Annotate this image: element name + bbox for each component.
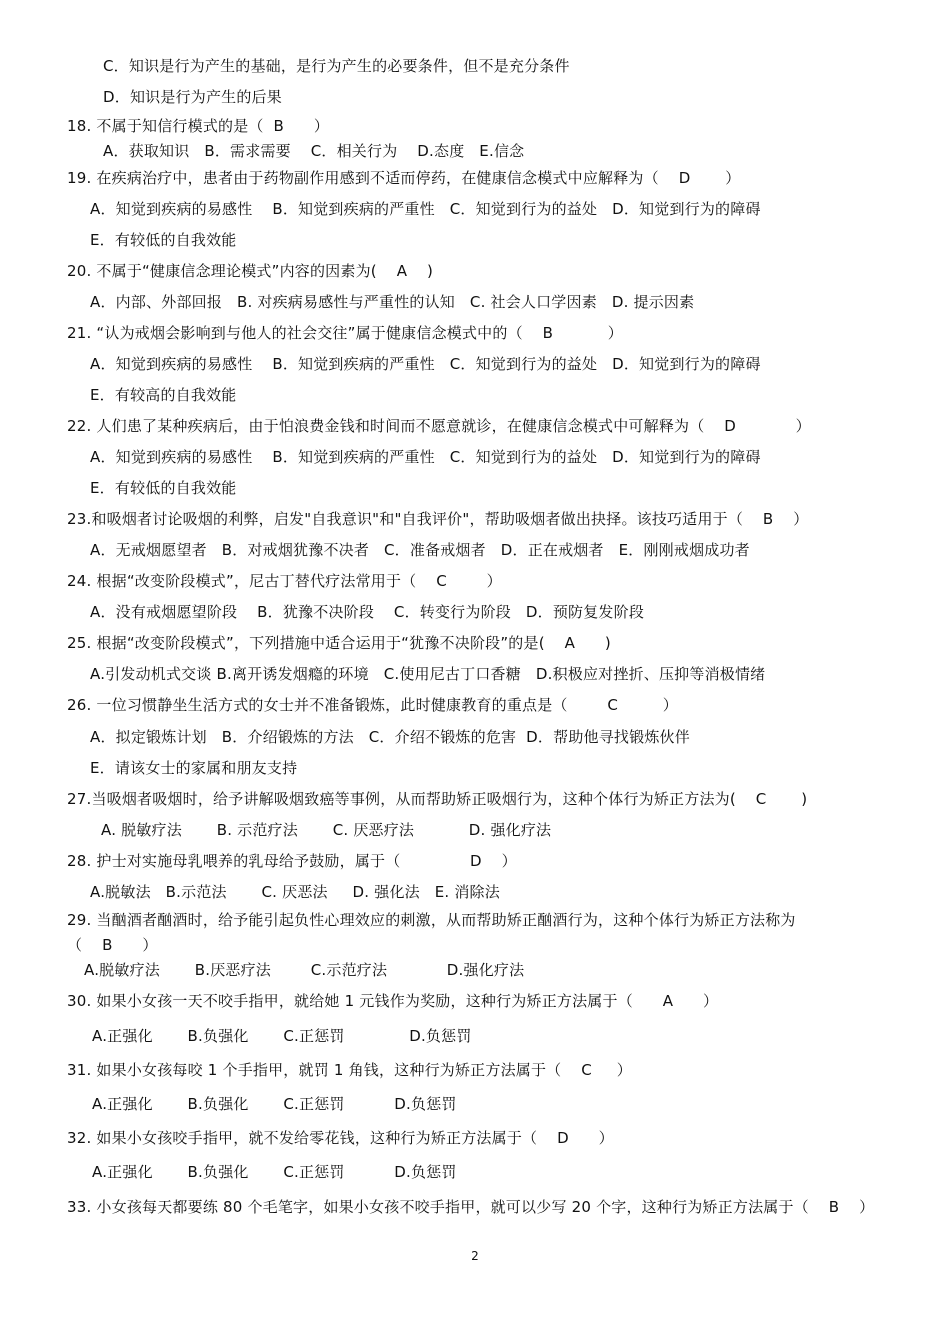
question-29-line-1: 29. 当酗酒者酗酒时，给予能引起负性心理效应的刺激，从而帮助矫正酗酒行为，这种个体行为矫正方法称为 xyxy=(67,911,796,929)
question-19: 19. 在疾病治疗中，患者由于药物副作用感到不适而停药，在健康信念模式中应解释为（ D ） xyxy=(67,169,741,187)
question-18: 18. 不属于知信行模式的是（ B ） xyxy=(67,117,330,135)
question-22: 22. 人们患了某种疾病后，由于怕浪费金钱和时间而不愿意就诊，在健康信念模式中可解释为（ D ） xyxy=(67,417,811,435)
question-28: 28. 护士对实施母乳喂养的乳母给予鼓励，属于（ D ） xyxy=(67,852,517,870)
options-26-line-2: E．请该女士的家属和朋友支持 xyxy=(90,759,298,777)
option-17-c: C．知识是行为产生的基础，是行为产生的必要条件，但不是充分条件 xyxy=(103,57,570,75)
question-29-line-2: （ B ） xyxy=(67,936,158,954)
question-32: 32. 如果小女孩咬手指甲，就不发给零花钱，这种行为矫正方法属于（ D ） xyxy=(67,1129,614,1147)
options-30: A.正强化 B.负强化 C.正惩罚 D.负惩罚 xyxy=(92,1027,472,1045)
options-26-line-1: A．拟定锻炼计划 B．介绍锻炼的方法 C．介绍不锻炼的危害 D．帮助他寻找锻炼伙伴 xyxy=(90,728,690,746)
options-19-line-2: E．有较低的自我效能 xyxy=(90,231,237,249)
option-17-d: D．知识是行为产生的后果 xyxy=(103,88,282,106)
options-32: A.正强化 B.负强化 C.正惩罚 D.负惩罚 xyxy=(92,1163,457,1181)
options-20: A．内部、外部回报 B. 对疾病易感性与严重性的认知 C. 社会人口学因素 D. 提示因素 xyxy=(90,293,695,311)
options-23: A．无戒烟愿望者 B．对戒烟犹豫不决者 C．准备戒烟者 D．正在戒烟者 E．刚刚戒烟成功者 xyxy=(90,541,750,559)
question-33: 33. 小女孩每天都要练 80 个毛笔字，如果小女孩不咬手指甲，就可以少写 20 个字，这种行为矫正方法属于（ B ） xyxy=(67,1198,875,1216)
options-18: A．获取知识 B．需求需要 C．相关行为 D.态度 E.信念 xyxy=(103,142,525,160)
options-27: A. 脱敏疗法 B. 示范疗法 C. 厌恶疗法 D. 强化疗法 xyxy=(101,821,552,839)
question-31: 31. 如果小女孩每咬 1 个手指甲，就罚 1 角钱，这种行为矫正方法属于（ C ） xyxy=(67,1061,632,1079)
options-24: A．没有戒烟愿望阶段 B．犹豫不决阶段 C．转变行为阶段 D．预防复发阶段 xyxy=(90,603,645,621)
question-23: 23.和吸烟者讨论吸烟的利弊，启发"自我意识"和"自我评价"，帮助吸烟者做出抉择。该技巧适用于（ B ） xyxy=(67,510,809,528)
page-number: 2 xyxy=(471,1249,479,1263)
options-22-line-2: E．有较低的自我效能 xyxy=(90,479,237,497)
options-28: A.脱敏法 B.示范法 C. 厌恶法 D. 强化法 E. 消除法 xyxy=(90,883,500,901)
options-21-line-1: A．知觉到疾病的易感性 B．知觉到疾病的严重性 C．知觉到行为的益处 D．知觉到行为的障碍 xyxy=(90,355,761,373)
options-29: A.脱敏疗法 B.厌恶疗法 C.示范疗法 D.强化疗法 xyxy=(84,961,525,979)
question-26: 26. 一位习惯静坐生活方式的女士并不准备锻炼，此时健康教育的重点是（ C ） xyxy=(67,696,678,714)
options-22-line-1: A．知觉到疾病的易感性 B．知觉到疾病的严重性 C．知觉到行为的益处 D．知觉到行为的障碍 xyxy=(90,448,761,466)
options-25: A.引发动机式交谈 B.离开诱发烟瘾的环境 C.使用尼古丁口香糖 D.积极应对挫折、压抑等消极情绪 xyxy=(90,665,766,683)
options-31: A.正强化 B.负强化 C.正惩罚 D.负惩罚 xyxy=(92,1095,457,1113)
options-19-line-1: A．知觉到疾病的易感性 B．知觉到疾病的严重性 C．知觉到行为的益处 D．知觉到行为的障碍 xyxy=(90,200,761,218)
question-25: 25. 根据“改变阶段模式”，下列措施中适合运用于“犹豫不决阶段”的是( A ) xyxy=(67,634,611,652)
question-21: 21. “认为戒烟会影响到与他人的社会交往”属于健康信念模式中的（ B ） xyxy=(67,324,623,342)
question-24: 24. 根据“改变阶段模式”，尼古丁替代疗法常用于（ C ） xyxy=(67,572,502,590)
options-21-line-2: E．有较高的自我效能 xyxy=(90,386,237,404)
question-30: 30. 如果小女孩一天不咬手指甲，就给她 1 元钱作为奖励，这种行为矫正方法属于（ A ） xyxy=(67,992,719,1010)
question-20: 20. 不属于“健康信念理论模式”内容的因素为( A ) xyxy=(67,262,434,280)
question-27: 27.当吸烟者吸烟时，给予讲解吸烟致癌等事例，从而帮助矫正吸烟行为，这种个体行为矫正方法为( C ) xyxy=(67,790,808,808)
